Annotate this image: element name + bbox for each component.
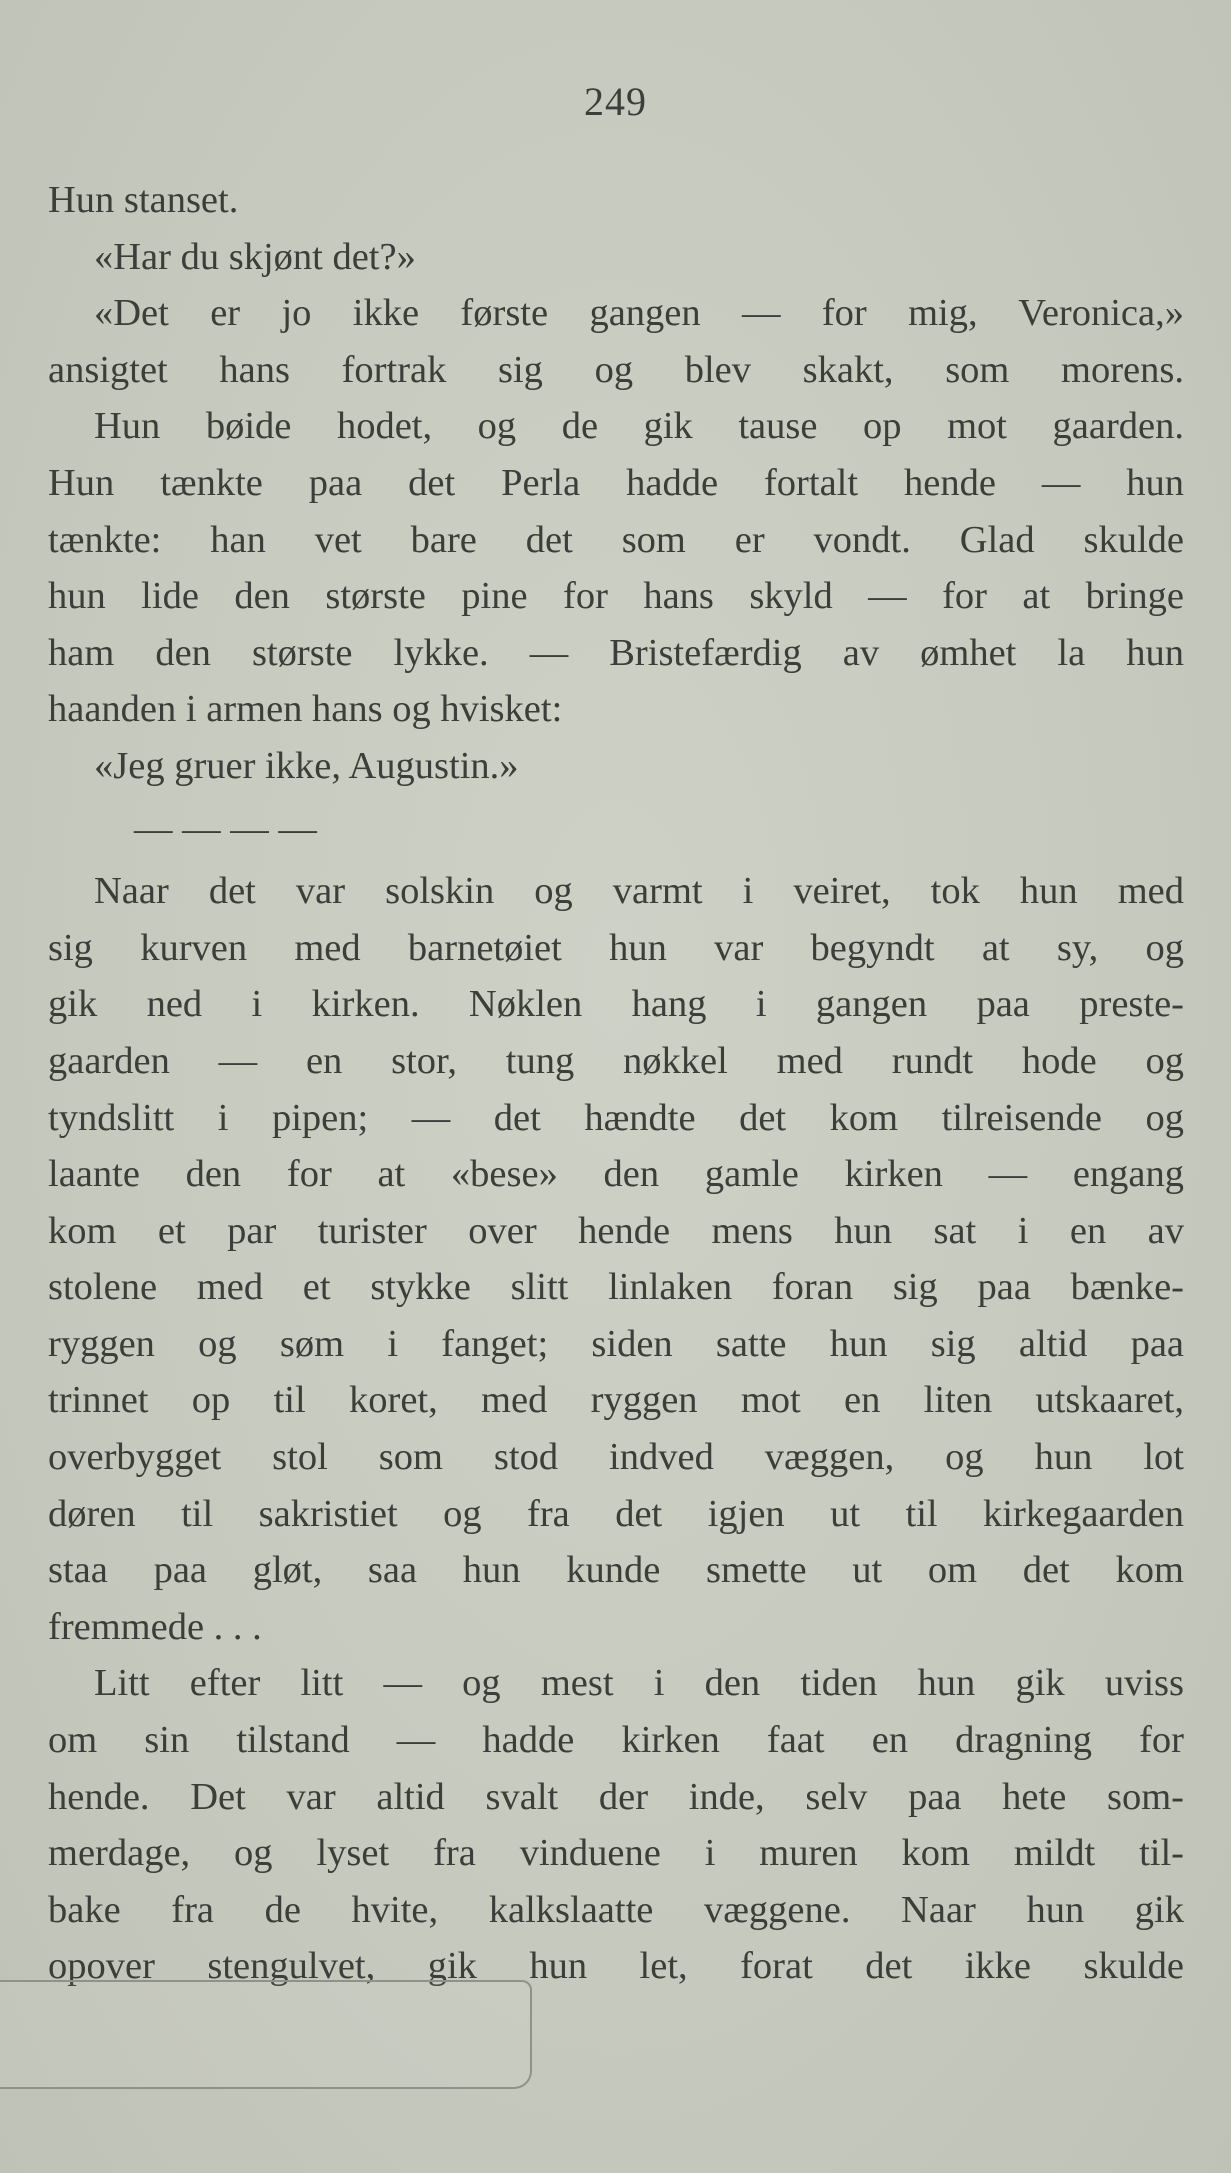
text-line: døren til sakristiet og fra det igjen ut til kirkegaarden bbox=[48, 1492, 1184, 1535]
text-line: ryggen og søm i fanget; siden satte hun sig altid paa bbox=[48, 1322, 1184, 1365]
text-line: Litt efter litt — og mest i den tiden hun gik uviss bbox=[94, 1662, 1184, 1705]
text-line: om sin tilstand — hadde kirken faat en dragning for bbox=[48, 1719, 1184, 1762]
text-line: gaarden — en stor, tung nøkkel med rundt hode og bbox=[48, 1039, 1184, 1082]
text-line: ansigtet hans fortrak sig og blev skakt, som morens. bbox=[48, 348, 1184, 391]
text-line: «Det er jo ikke første gangen — for mig, Veronica,» bbox=[94, 292, 1184, 335]
tape-mark bbox=[0, 1980, 532, 2089]
text-line: «Har du skjønt det?» bbox=[94, 235, 416, 278]
text-line: «Jeg gruer ikke, Augustin.» bbox=[94, 744, 519, 787]
text-line: Hun tænkte paa det Perla hadde fortalt hende — hun bbox=[48, 461, 1184, 504]
section-break: — — — — bbox=[134, 807, 317, 850]
text-line: Hun bøide hodet, og de gik tause op mot gaarden. bbox=[94, 405, 1184, 448]
text-line: sig kurven med barnetøiet hun var begyndt at sy, og bbox=[48, 926, 1184, 969]
text-line: kom et par turister over hende mens hun sat i en av bbox=[48, 1209, 1184, 1252]
text-line: opover stengulvet, gik hun let, forat det ikke skulde bbox=[48, 1945, 1184, 1988]
text-line: hende. Det var altid svalt der inde, selv paa hete som- bbox=[48, 1775, 1184, 1818]
text-line: stolene med et stykke slitt linlaken foran sig paa bænke- bbox=[48, 1266, 1184, 1309]
text-line: staa paa gløt, saa hun kunde smette ut om det kom bbox=[48, 1549, 1184, 1592]
text-line: haanden i armen hans og hvisket: bbox=[48, 688, 563, 731]
text-line: merdage, og lyset fra vinduene i muren kom mildt til- bbox=[48, 1832, 1184, 1875]
text-line: trinnet op til koret, med ryggen mot en liten utskaaret, bbox=[48, 1379, 1184, 1422]
text-line: hun lide den største pine for hans skyld — for at bringe bbox=[48, 575, 1184, 618]
text-line: tyndslitt i pipen; — det hændte det kom tilreisende og bbox=[48, 1096, 1184, 1139]
text-line: tænkte: han vet bare det som er vondt. Glad skulde bbox=[48, 518, 1184, 561]
text-line: Hun stanset. bbox=[48, 179, 239, 221]
text-line: bake fra de hvite, kalkslaatte væggene. Naar hun gik bbox=[48, 1888, 1184, 1931]
text-line: Naar det var solskin og varmt i veiret, tok hun med bbox=[94, 870, 1184, 913]
body-text bbox=[48, 172, 1184, 1995]
text-line: ham den største lykke. — Bristefærdig av ømhet la hun bbox=[48, 631, 1184, 674]
text-line: fremmede . . . bbox=[48, 1605, 262, 1648]
text-line: overbygget stol som stod indved væggen, og hun lot bbox=[48, 1436, 1184, 1479]
text-line: gik ned i kirken. Nøklen hang i gangen paa preste- bbox=[48, 983, 1184, 1026]
page-number: 249 bbox=[584, 79, 647, 124]
text-line: laante den for at «bese» den gamle kirken — engang bbox=[48, 1153, 1184, 1196]
